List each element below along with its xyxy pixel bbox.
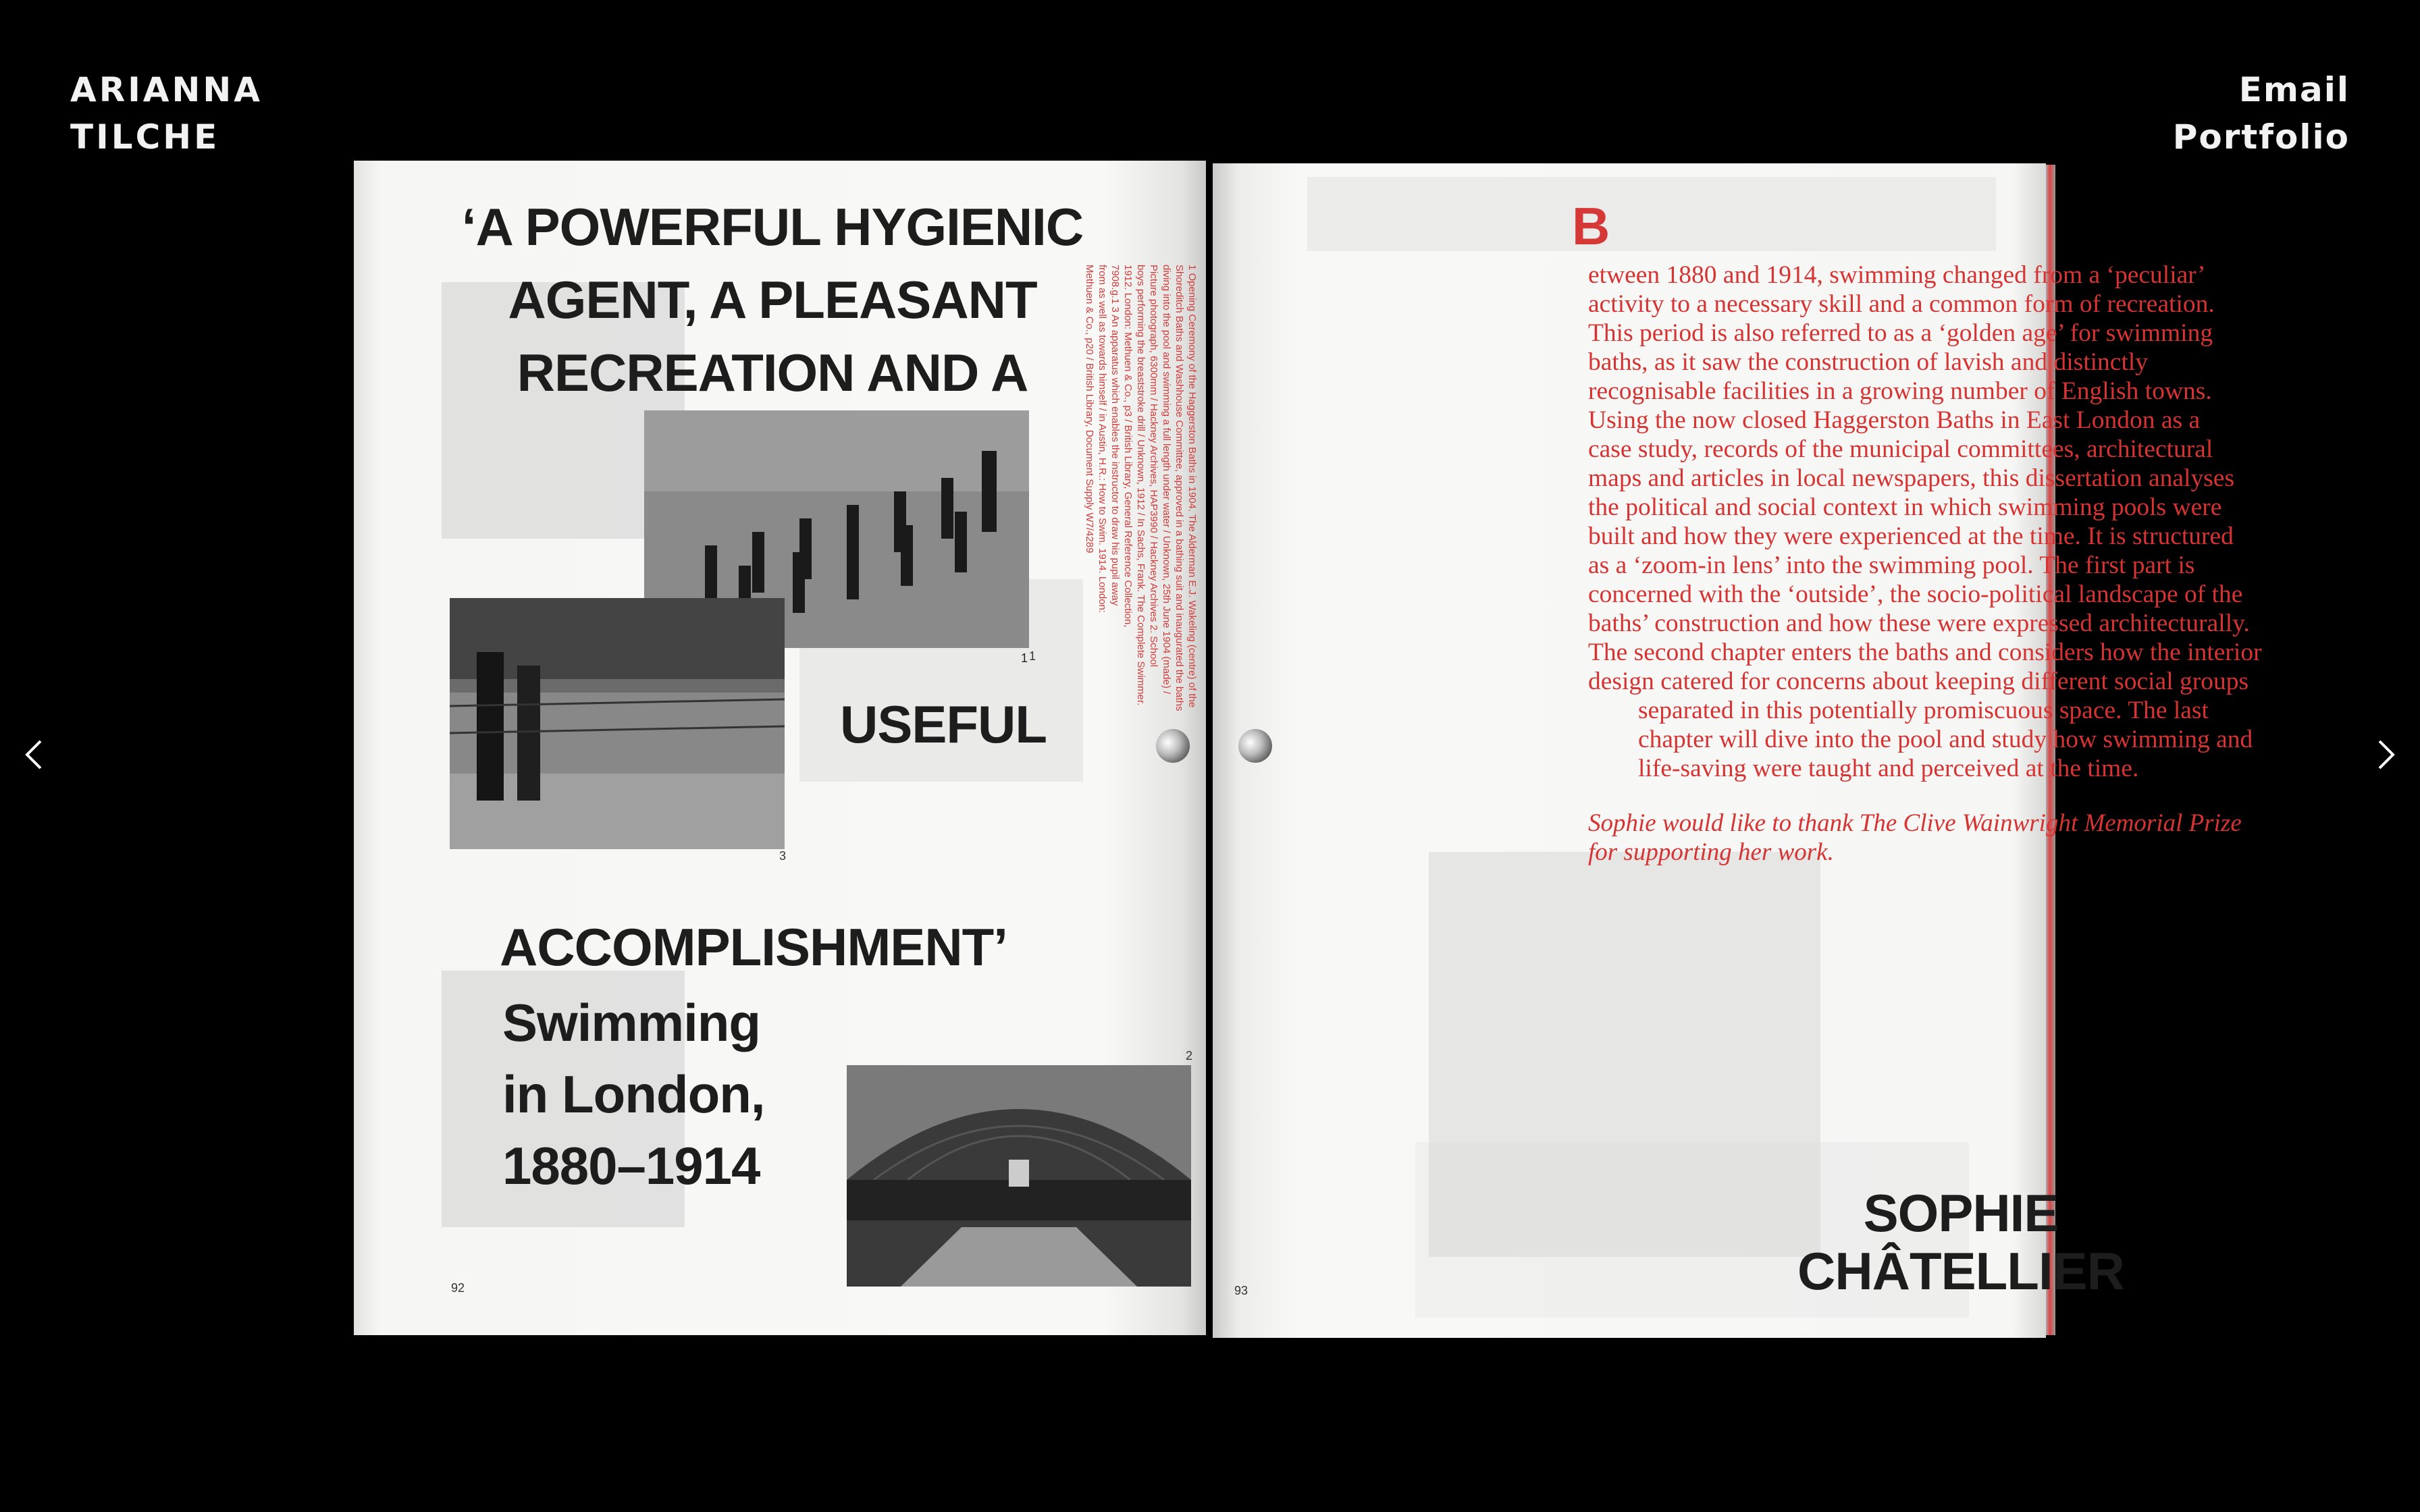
abstract-line: design catered for concerns about keeping different social groups [1588, 668, 2249, 695]
caption-line: 1 Opening Ceremony of the Haggerston Baths in 1904. The Alderman E.J. Wakeling (centre) of the [1186, 265, 1198, 708]
email-link[interactable]: Email [2238, 70, 2350, 109]
left-page [354, 161, 1206, 1335]
drop-cap: B [1572, 196, 1610, 256]
abstract-line: baths’ construction and how these were expressed architecturally. [1588, 610, 2250, 637]
page-number: 92 [451, 1281, 465, 1295]
chevron-right-icon [2365, 734, 2405, 775]
article-abstract [1588, 261, 2344, 783]
author-line: SOPHIE [1863, 1183, 2059, 1243]
brand-line2: TILCHE [70, 117, 220, 157]
caption-line: 1912. London: Methuen & Co., p3 / British Library, General Reference Collection, [1122, 265, 1134, 628]
top-nav [2173, 66, 2350, 161]
abstract-line: Using the now closed Haggerston Baths in East London as a [1588, 406, 2201, 434]
caption-line: 7908.g.1 3 An apparatus which enables the instructor to draw his pupil away [1109, 265, 1121, 606]
chevron-left-icon [15, 734, 55, 775]
next-slide-button[interactable] [2365, 734, 2405, 775]
caption-line: Shoreditch Baths and Washhouse Committee, approved in a bathing suit and inaugurated the baths [1174, 265, 1185, 711]
photo-pool-instructor [450, 598, 785, 849]
abstract-line: case study, records of the municipal committees, architectural [1588, 435, 2213, 463]
figure-number: 3 [779, 849, 787, 863]
abstract-line: maps and articles in local newspapers, this dissertation analyses [1588, 464, 2235, 492]
acknowledgement [1588, 809, 2344, 867]
abstract-line: life-saving were taught and perceived at the time. [1638, 755, 2139, 782]
brand-line1: ARIANNA [70, 70, 263, 109]
abstract-line: concerned with the ‘outside’, the socio-political landscape of the [1588, 580, 2243, 608]
page-number: 93 [1234, 1284, 1248, 1297]
title-line: ‘A POWERFUL HYGIENIC [461, 197, 1084, 256]
acknowledgement-line: Sophie would like to thank The Clive Wainwright Memorial Prize [1588, 809, 2242, 837]
figure-number: 2 [1186, 1049, 1193, 1062]
abstract-line: built and how they were experienced at the time. It is structured [1588, 522, 2234, 550]
abstract-line: the political and social context in which swimming pools were [1588, 493, 2222, 521]
abstract-line: baths, as it saw the construction of lavish and distinctly [1588, 348, 2149, 376]
binding-hole [1238, 729, 1272, 763]
subtitle-line: in London, [502, 1064, 765, 1124]
caption-line: boys performing the breaststroke drill / Unknown, 1912 / In Sachs, Frank. The Complete Swimmer. [1135, 265, 1147, 706]
author-line: CHÂTELLIER [1797, 1241, 2124, 1301]
figure-number: 1 [1020, 651, 1028, 665]
title-useful: USEFUL [840, 695, 1047, 754]
title-line: RECREATION AND A [517, 343, 1028, 402]
title-accomplishment: ACCOMPLISHMENT’ [500, 917, 1007, 977]
caption-line: from as well as towards himself / in Austin, H.R.: How to Swim. 1914. London: [1097, 265, 1108, 614]
subtitle-line: 1880–1914 [502, 1136, 760, 1195]
caption-line: Methuen & Co., p20 / British Library, Document Supply W7/4289 [1084, 265, 1095, 554]
caption-line: Picture photograph, 6300mm / Hackney Archives, HAP3990 / Hackney Archives 2. School [1148, 265, 1159, 668]
author-name [1738, 1184, 2184, 1300]
abstract-line: The second chapter enters the baths and considers how the interior [1588, 639, 2262, 666]
subtitle-line: Swimming [502, 993, 761, 1052]
abstract-line: recognisable facilities in a growing number of English towns. [1588, 377, 2212, 405]
prev-slide-button[interactable] [15, 734, 55, 775]
show-through-block [1307, 177, 1996, 251]
article-subtitle [502, 987, 765, 1202]
image-captions [1078, 265, 1213, 845]
abstract-line: This period is also referred to as a ‘golden age’ for swimming [1588, 319, 2213, 347]
abstract-line: etween 1880 and 1914, swimming changed from a ‘peculiar’ [1588, 261, 2206, 289]
brand-logo[interactable] [70, 66, 263, 161]
title-line: AGENT, A PLEASANT [508, 270, 1037, 329]
acknowledgement-line: for supporting her work. [1588, 838, 1834, 866]
binding-hole [1156, 729, 1190, 763]
abstract-line: activity to a necessary skill and a common form of recreation. [1588, 290, 2215, 318]
figure-number: 1 [1029, 649, 1036, 663]
abstract-line: separated in this potentially promiscuous space. The last [1638, 697, 2209, 724]
magazine-spread-image [354, 161, 2262, 1339]
article-title [448, 190, 1097, 409]
portfolio-link[interactable]: Portfolio [2172, 117, 2350, 157]
abstract-line: chapter will dive into the pool and study how swimming and [1638, 726, 2253, 753]
abstract-line: as a ‘zoom-in lens’ into the swimming pool. The first part is [1588, 551, 2195, 579]
caption-line: diving into the pool and swimming a full length under water / Unknown, 25th June 1904 (made) / [1161, 265, 1172, 695]
photo-haggerston-baths-interior [847, 1065, 1191, 1287]
